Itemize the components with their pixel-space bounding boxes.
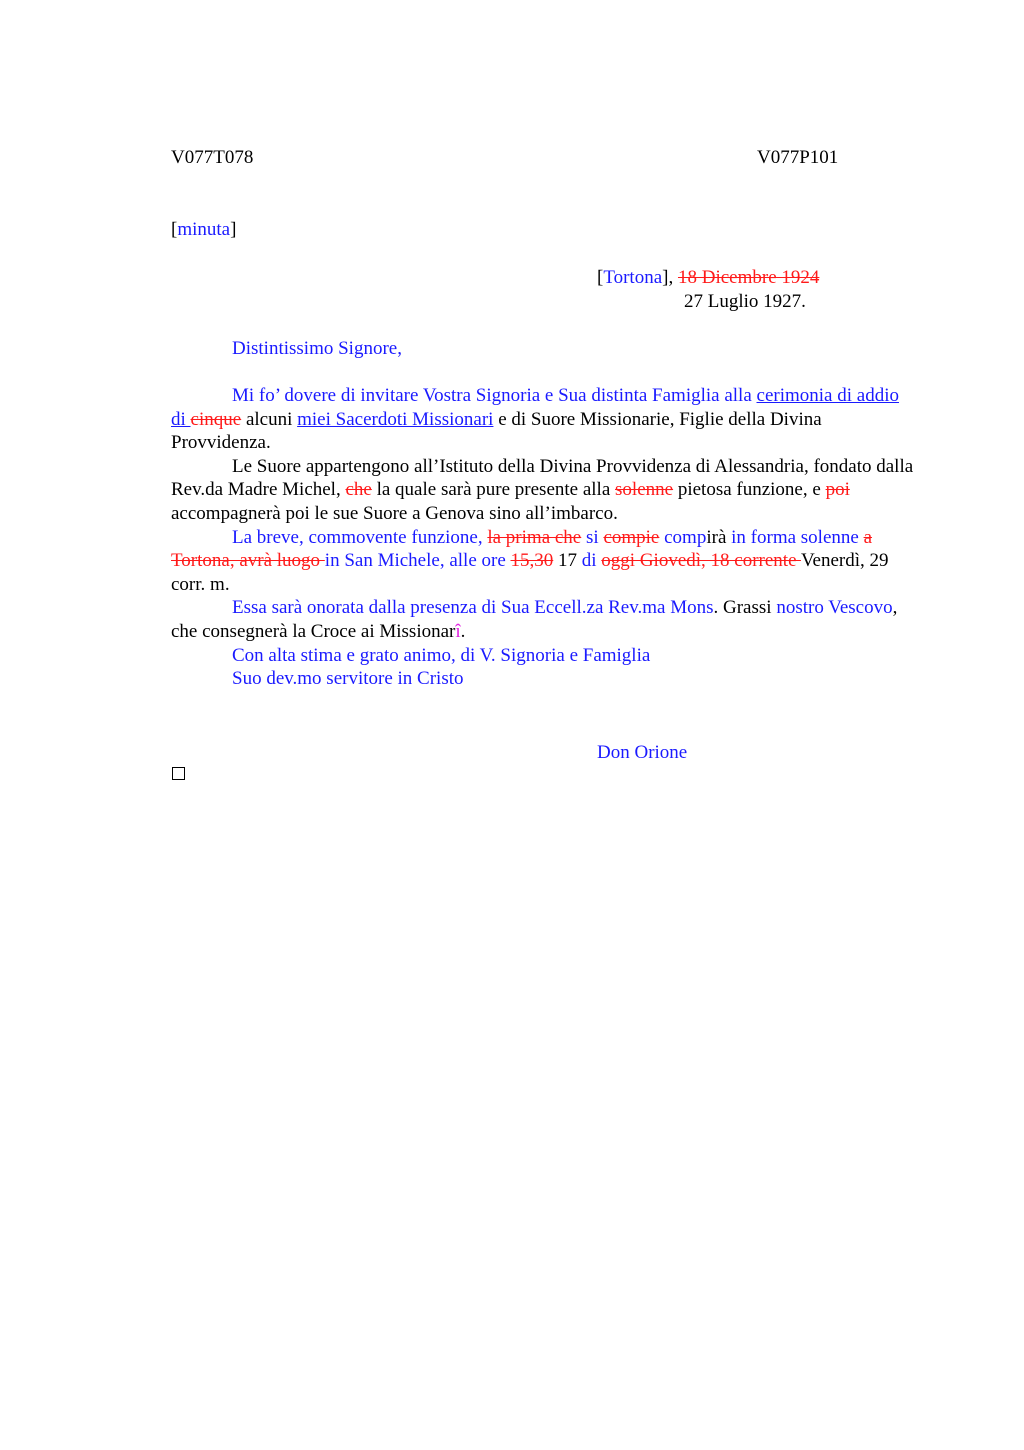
- paragraph-2: Le Suore appartengono all’Istituto della Divina Provvidenza di Alessandria, fondato dalla Rev.da Madre Michel, che la quale sarà pure presente alla solenne pietosa funzione, e poi accompagnerà poi le sue Suore a Genova sino all’imbarco.: [171, 455, 914, 524]
- paragraph-1: Mi fo’ dovere di invitare Vostra Signoria e Sua distinta Famiglia alla cerimonia di addio di cinque alcuni miei Sacerdoti Missionari e di Suore Missionarie, Figlie della Divina Provvidenza.: [171, 385, 899, 454]
- paragraph-3: La breve, commovente funzione, la prima che si compie compirà in forma solenne a Tortona, avrà luogo in San Michele, alle ore 15,30 17 di oggi Giovedì, 18 corrente Venerdì, 29 corr. m.: [171, 526, 889, 595]
- draft-label: [minuta]: [171, 219, 237, 240]
- deleted-date: 18 Dicembre 1924: [677, 267, 820, 288]
- checkbox-square-icon: [172, 767, 185, 780]
- closing-line-1: Con alta stima e grato animo, di V. Signoria e Famiglia: [232, 644, 651, 666]
- salutation: Distintissimo Signore,: [232, 338, 402, 359]
- closing-line-2: Suo dev.mo servitore in Cristo: [232, 668, 464, 690]
- paragraph-4: Essa sarà onorata dalla presenza di Sua Eccell.za Rev.ma Mons. Grassi nostro Vescovo, che consegnerà la Croce ai Missionarî.: [171, 597, 898, 642]
- new-date: 27 Luglio 1927.: [684, 291, 806, 312]
- signature: Don Orione: [597, 742, 688, 763]
- document-code-left: V077T078: [171, 147, 254, 168]
- document-code-right: V077P101: [757, 147, 839, 168]
- letter-body: [171, 384, 916, 691]
- place-date: [Tortona], 18 Dicembre 1924: [597, 267, 820, 288]
